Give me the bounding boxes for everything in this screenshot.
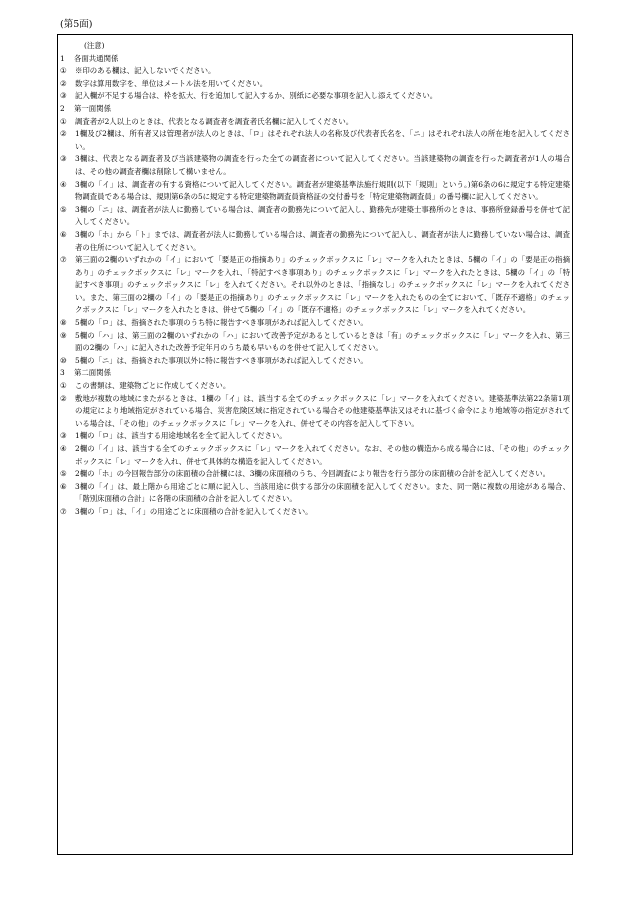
section-title: 第二面関係 <box>74 368 111 378</box>
note-item <box>60 468 570 481</box>
note-item <box>60 128 570 153</box>
note-item <box>60 78 570 91</box>
note-item-text: 1欄の「ロ」は、該当する用途地域名を全て記入してください。 <box>75 431 287 441</box>
note-item-text: 第三面の2欄のいずれかの「イ」において「要是正の指摘あり」のチェックボックスに「レ」マークを入れたときは、5欄の「イ」の「要是正の指摘あり」のチェックボックスに「レ」マークを入れ、「特記すべき事項あり」のチェックボックスに「レ」マークを入れたときは、5欄の「イ」の「特記すべき事項」のチェックボックスに「レ」を入れてください。それ以外のときは、「指摘なし」のチェックボックスに「レ」マークを入れてください。また、第三面の2欄の「イ」の「要是正の指摘あり」のチェックボックスに「レ」マークを入れたものの全てにおいて、「既存不適格」のチェックボックスに「レ」マークを入れたときは、併せて5欄の「イ」の「既存不適格」のチェックボックスに「レ」マークを入れてください。 <box>75 255 570 315</box>
note-item-number: ① <box>60 66 67 76</box>
note-item <box>60 481 570 506</box>
note-item-number: ⑧ <box>60 318 67 328</box>
note-item-number: ⑦ <box>60 506 67 516</box>
section-heading <box>60 103 570 116</box>
note-item <box>60 229 570 254</box>
note-item-number: ⑦ <box>60 255 67 265</box>
note-item-number: ⑩ <box>60 355 67 365</box>
note-item-number: ③ <box>60 431 67 441</box>
note-item-text: この書類は、建築物ごとに作成してください。 <box>75 381 231 391</box>
note-item <box>60 204 570 229</box>
note-item-text: 3欄の「ホ」から「ト」までは、調査者が法人に勤務している場合は、調査者の勤務先について記入し、調査者が法人に勤務していない場合は、調査者の住所について記入してください。 <box>75 229 570 252</box>
note-item-number: ⑨ <box>60 330 67 340</box>
note-item <box>60 153 570 178</box>
note-item-text: 2欄の「ホ」の今回報告部分の床面積の合計欄には、3欄の床面積のうち、今回調査により報告を行う部分の床面積の合計を記入してください。 <box>75 469 551 479</box>
note-item-number: ⑥ <box>60 229 67 239</box>
note-item-number: ⑤ <box>60 204 67 214</box>
section-heading <box>60 53 570 66</box>
note-item-number: ④ <box>60 179 67 189</box>
note-item <box>60 65 570 78</box>
note-item-number: ① <box>60 381 67 391</box>
note-item-text: 3欄の「ニ」は、調査者が法人に勤務している場合は、調査者の勤務先について記入し、勤務先が建築士事務所のときは、事務所登録番号を併せて記入してください。 <box>75 204 570 227</box>
note-item-text: 1欄及び2欄は、所有者又は管理者が法人のときは、「ロ」はそれぞれ法人の名称及び代表者氏名を、「ニ」はそれぞれ法人の所在地を記入してください。 <box>75 129 570 151</box>
note-item <box>60 393 570 431</box>
page-number-label: (第5面) <box>60 19 93 30</box>
section-heading <box>60 367 570 380</box>
note-item-text: 5欄の「ロ」は、指摘された事項のうち特に報告すべき事項があれば記入してください。 <box>75 318 368 328</box>
note-item-text: 2欄の「イ」は、該当する全てのチェックボックスに「レ」マークを入れてください。なお、その他の構造から成る場合には、「その他」のチェックボックスに「レ」マークを入れ、併せて具体的な構造を記入してください。 <box>75 444 570 466</box>
note-item-number: ④ <box>60 444 67 453</box>
section-number: 2 <box>60 103 65 113</box>
note-item-text: 3欄の「イ」は、調査者の有する資格について記入してください。調査者が建築基準法施行規則(以下「規則」という。)第6条の6に規定する特定建築物調査員である場合は、規則第6条の5に規定する特定建築物調査員資格証の交付番号を「特定建築物調査員」の番号欄に記入してください。 <box>75 179 570 202</box>
note-item-number: ③ <box>60 154 67 164</box>
note-item-text: 記入欄が不足する場合は、枠を拡大、行を追加して記入するか、別紙に必要な事項を記入し添えてください。 <box>75 91 438 101</box>
note-item-number: ① <box>60 116 67 126</box>
notes-content <box>60 40 570 519</box>
section-title: 第一面関係 <box>74 103 111 113</box>
note-item-text: 5欄の「ニ」は、指摘された事項以外に特に報告すべき事項があれば記入してください。 <box>75 355 368 365</box>
note-item-number: ② <box>60 393 67 403</box>
note-item <box>60 116 570 129</box>
note-item <box>60 254 570 317</box>
section-number: 3 <box>60 368 65 378</box>
note-item <box>60 380 570 393</box>
notes-heading: (注意) <box>84 41 105 50</box>
note-item-number: ② <box>60 78 67 88</box>
note-item-number: ⑤ <box>60 469 67 479</box>
note-item-text: 3欄の「イ」は、最上階から用途ごとに順に記入し、当該用途に供する部分の床面積を記入してください。また、同一階に複数の用途がある場合、「階別床面積の合計」に各階の床面積の合計を記入してください。 <box>75 481 570 504</box>
note-item-text: 数字は算用数字を、単位はメートル法を用いてください。 <box>75 78 268 88</box>
section-title: 各面共通関係 <box>74 53 119 63</box>
note-item <box>60 506 570 519</box>
note-item <box>60 355 570 368</box>
note-item-text: ※印のある欄は、記入しないでください。 <box>75 66 216 76</box>
note-item-text: 5欄の「ハ」は、第三面の2欄のいずれかの「ハ」において改善予定があるとしているときは「有」のチェックボックスに「レ」マークを入れ、第三面の2欄の「ハ」に記入された改善予定年月のうち最も早いものを併せて記入してください。 <box>75 330 570 353</box>
note-item-number: ③ <box>60 91 67 101</box>
section-number: 1 <box>60 53 65 63</box>
note-item <box>60 430 570 443</box>
note-item <box>60 317 570 330</box>
note-item <box>60 330 570 355</box>
note-item-number: ⑥ <box>60 481 67 491</box>
note-item-number: ② <box>60 129 67 139</box>
note-item <box>60 179 570 204</box>
note-item-text: 調査者が2人以上のときは、代表となる調査者を調査者氏名欄に記入してください。 <box>75 116 354 126</box>
note-item <box>60 443 570 468</box>
note-item-text: 3欄の「ロ」は、「イ」の用途ごとに床面積の合計を記入してください。 <box>75 506 313 516</box>
note-item-text: 敷地が複数の地域にまたがるときは、1欄の「イ」は、該当する全てのチェックボックスに「レ」マークを入れてください。建築基準法第22条第1項の規定により地域指定がされている場合、災害危険区域に指定されている場合その他建築基準法又はそれに基づく命令により地域等の指定がされている場合は、「その他」のチェックボックスに「レ」マークを入れ、併せてその内容を記入して下さい。 <box>75 393 570 428</box>
note-item <box>60 90 570 103</box>
note-item-text: 3欄は、代表となる調査者及び当該建築物の調査を行った全ての調査者について記入してください。当該建築物の調査を行った調査者が1人の場合は、その他の調査者欄は削除して構いません。 <box>75 154 570 176</box>
